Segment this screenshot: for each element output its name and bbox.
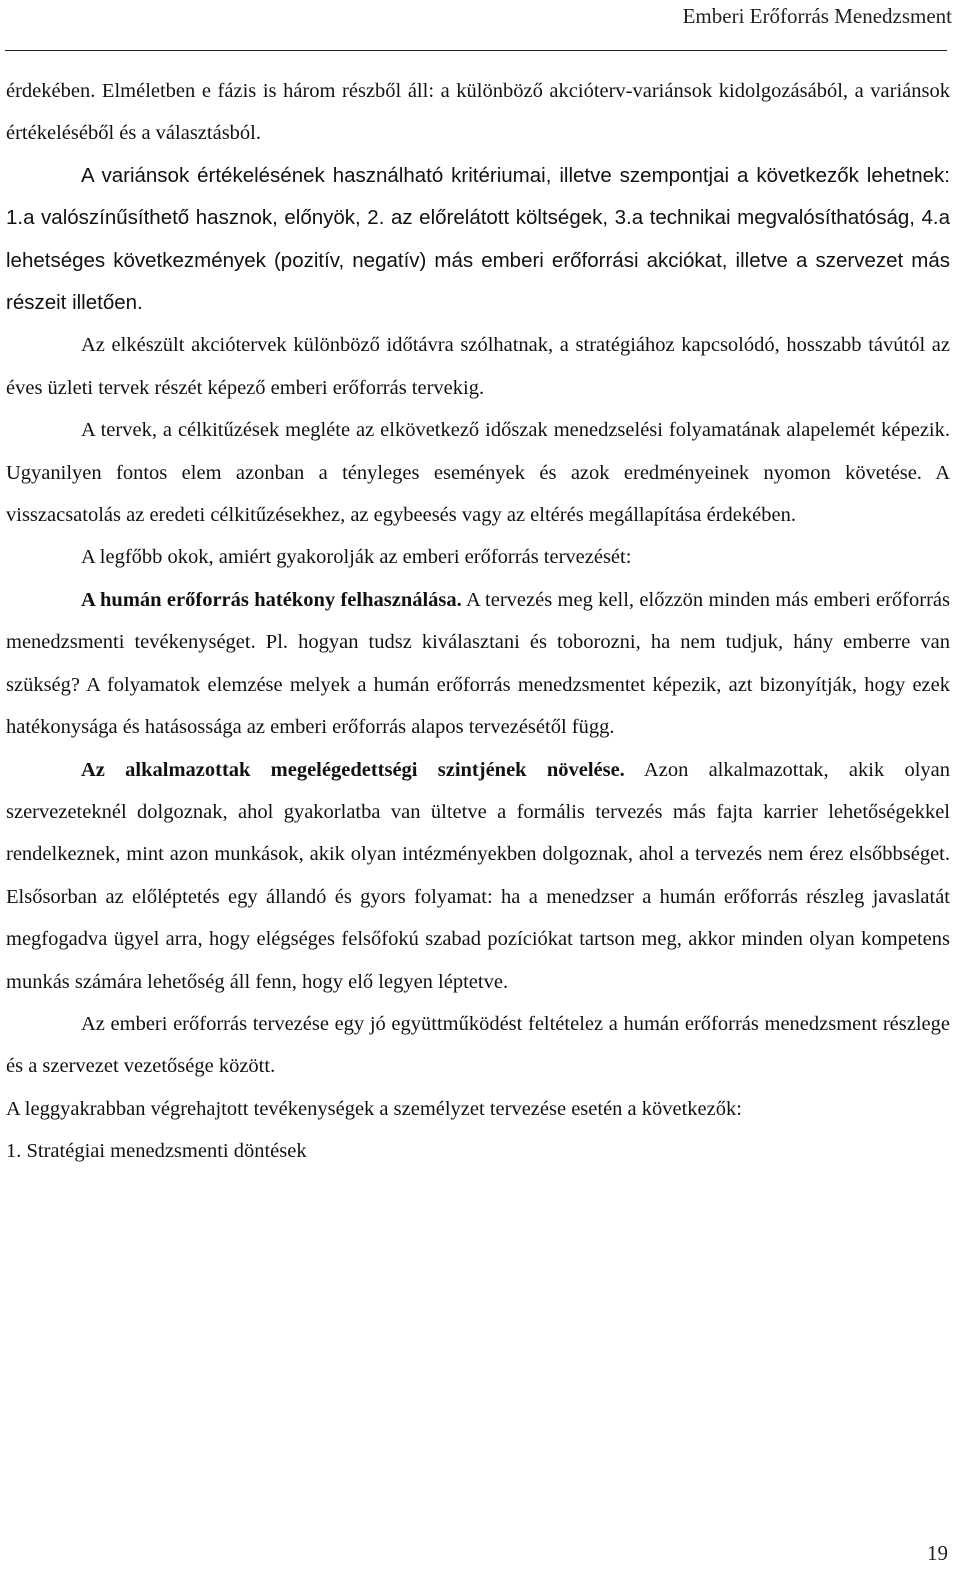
paragraph-1: érdekében. Elméletben e fázis is három részből áll: a különböző akcióterv-variánsok kidolgozásából, a variánsok értékeléséből és a választásból. xyxy=(6,80,950,145)
page-body xyxy=(6,70,950,1173)
list-item-1: 1. Stratégiai menedzsmenti döntések xyxy=(6,1140,307,1163)
paragraph-8: Az emberi erőforrás tervezése egy jó együttműködést feltételez a humán erőforrás menedzsment részlege és a szervezet vezetősége között. xyxy=(6,1012,950,1078)
paragraph-7 xyxy=(6,749,950,1003)
paragraph-6 xyxy=(6,579,950,749)
paragraph-7-heading: Az alkalmazottak megelégedettségi szintjének növelése. xyxy=(81,758,625,781)
page-number: 19 xyxy=(927,1541,948,1565)
paragraph-2: A variánsok értékelésének használható kritériumai, illetve szempontjai a következők lehetnek: 1.a valószínűsíthető hasznok, előnyök, 2. az előrelátott költségek, 3.a technikai megvalósíthatóság, 4.a lehetséges következmények (pozitív, negatív) más emberi erőforrási akciókat, illetve a szervezet más részeit illetően. xyxy=(6,163,950,315)
paragraph-4: A tervek, a célkitűzések megléte az elkövetkező időszak menedzselési folyamatának alapelemét képezik. Ugyanilyen fontos elem azonban a tényleges események és azok eredményeinek nyomon követése. A visszacsatolás az eredeti célkitűzésekhez, az egybeesés vagy az eltérés megállapítása érdekében. xyxy=(6,419,950,527)
paragraph-9: A leggyakrabban végrehajtott tevékenységek a személyzet tervezése esetén a következők: xyxy=(6,1097,742,1120)
paragraph-5: A legfőbb okok, amiért gyakorolják az emberi erőforrás tervezését: xyxy=(81,546,632,569)
paragraph-6-heading: A humán erőforrás hatékony felhasználása. xyxy=(81,588,462,611)
running-header: Emberi Erőforrás Menedzsment xyxy=(682,4,952,28)
paragraph-7-text: Azon alkalmazottak, akik olyan szervezeteknél dolgoznak, ahol gyakorlatba van ültetve a formális tervezés más fajta karrier lehetőségekkel rendelkeznek, mint azon munkások, akik olyan intézményekben dolgoznak, ahol a tervezés nem érez elsőbbséget. Elsősorban az előléptetés egy állandó és gyors folyamat: ha a menedzser a humán erőforrás részleg javaslatát megfogadva ügyel arra, hogy elégséges felsőfokú szabad pozíciókat tartson meg, akkor minden olyan kompetens munkás számára lehetőség áll fenn, hogy elő legyen léptetve. xyxy=(6,758,950,993)
header-rule xyxy=(5,50,947,51)
paragraph-6-text: A tervezés meg kell, előzzön minden más emberi erőforrás menedzsmenti tevékenységet. Pl. hogyan tudsz kiválasztani és toborozni, ha nem tudjuk, hány emberre van szükség? A folyamatok elemzése melyek a humán erőforrás menedzsmentet képezik, azt bizonyítják, hogy ezek hatékonysága és hatásossága az emberi erőforrás alapos tervezésétől függ. xyxy=(6,588,950,739)
paragraph-3: Az elkészült akciótervek különböző időtávra szólhatnak, a stratégiához kapcsolódó, hosszabb távútól az éves üzleti tervek részét képező emberi erőforrás tervekig. xyxy=(6,334,950,399)
